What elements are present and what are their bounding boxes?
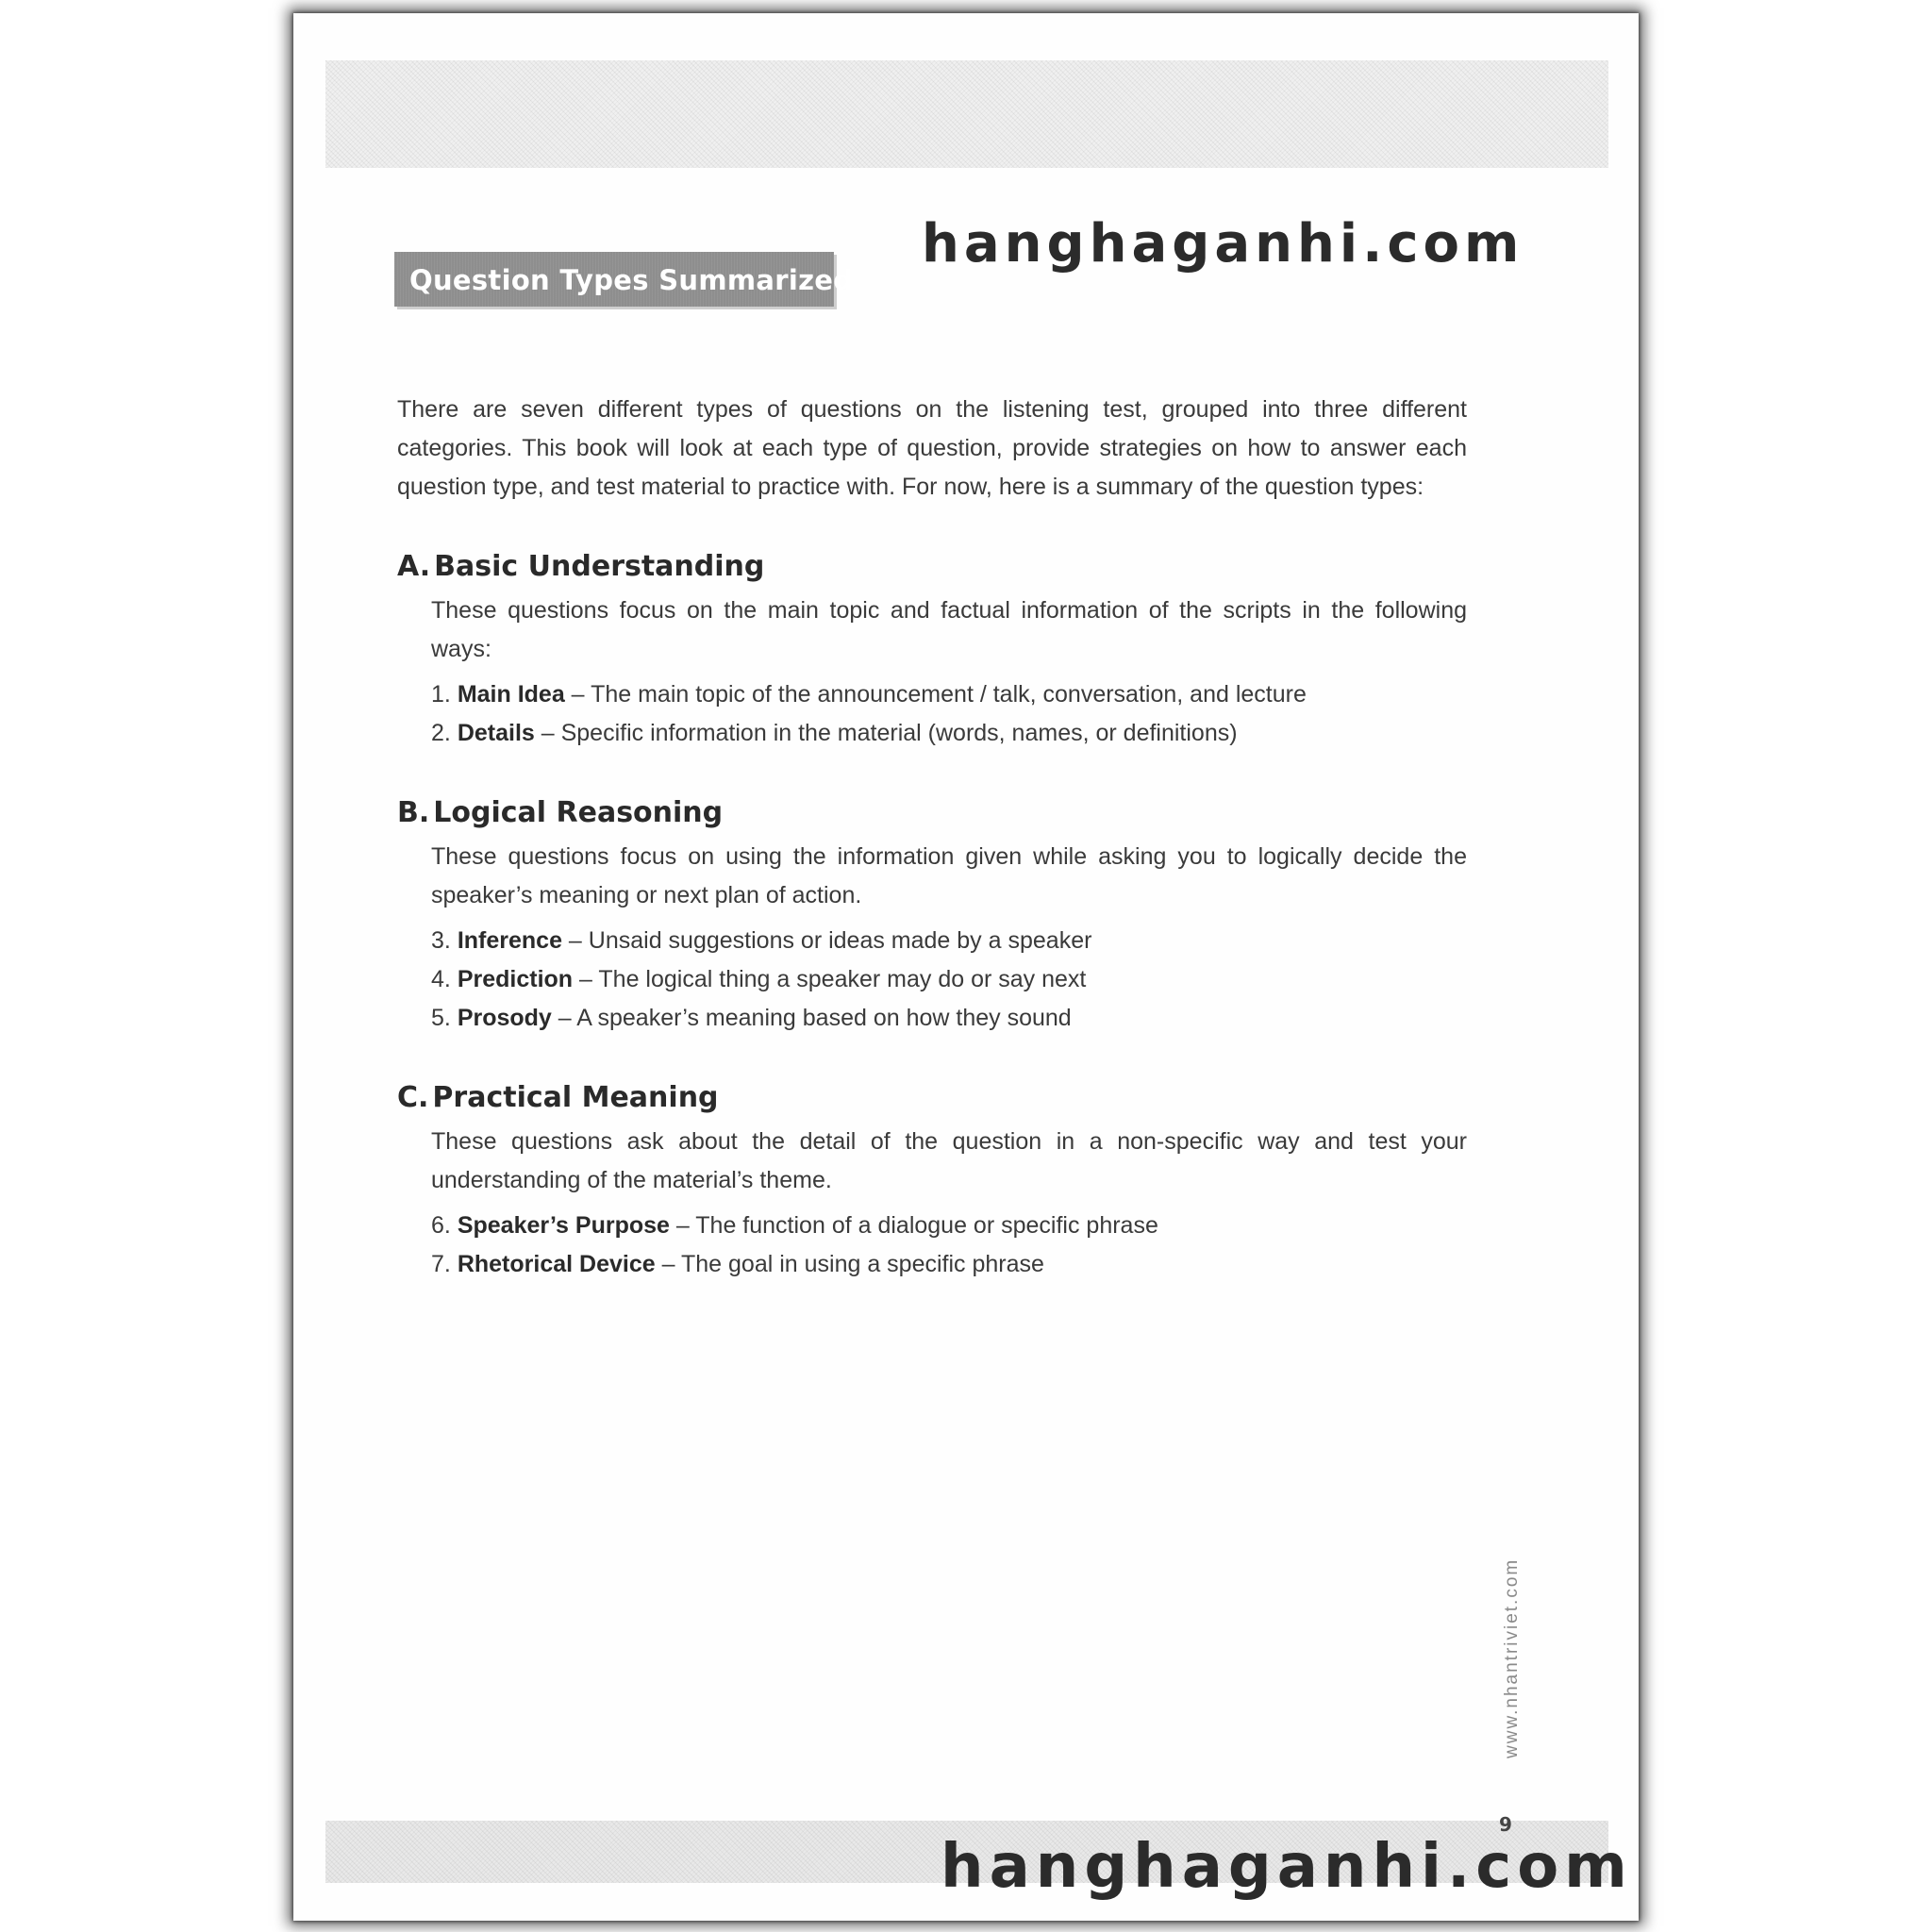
item-number: 2.	[431, 720, 451, 746]
category-letter: C.	[397, 1081, 429, 1114]
question-type-list	[431, 1207, 1467, 1284]
content	[397, 391, 1467, 1284]
category-heading	[397, 548, 1467, 586]
category-title: Basic Understanding	[434, 550, 765, 583]
section-title: Question Types Summarized	[409, 264, 854, 296]
item-term: Speaker’s Purpose	[457, 1212, 670, 1239]
item-term: Main Idea	[457, 681, 565, 708]
question-type-list	[431, 675, 1467, 753]
item-text: – The main topic of the announcement / talk, conversation, and lecture	[564, 681, 1307, 708]
list-item	[431, 1245, 1467, 1284]
category-description: These questions ask about the detail of the question in a non-specific way and test your understanding of the material’s theme.	[431, 1128, 1467, 1193]
category-title: Logical Reasoning	[433, 796, 724, 829]
publisher-url: www.nhantriviet.com	[1502, 1557, 1522, 1758]
list-item	[431, 1207, 1467, 1245]
item-term: Inference	[457, 927, 562, 954]
item-number: 1.	[431, 681, 451, 708]
category-heading	[397, 794, 1467, 832]
category-letter: A.	[397, 550, 431, 583]
category-letter: B.	[397, 796, 430, 829]
item-number: 3.	[431, 927, 451, 954]
item-term: Details	[457, 720, 535, 746]
page-number: 9	[1499, 1813, 1512, 1836]
item-number: 7.	[431, 1251, 451, 1277]
watermark-top: hanghaganhi.com	[922, 213, 1524, 275]
item-text: – The logical thing a speaker may do or say next	[573, 966, 1087, 992]
item-term: Rhetorical Device	[457, 1251, 656, 1277]
watermark-bottom: hanghaganhi.com	[941, 1832, 1633, 1902]
intro-paragraph: There are seven different types of questions on the listening test, grouped into three different categories. This book will look at each type of question, provide strategies on how to answer each question type, and test material to practice with. For now, here is a summary of the question types:	[397, 396, 1467, 500]
category-description: These questions focus on using the information given while asking you to logically decide the speaker’s meaning or next plan of action.	[431, 843, 1467, 908]
item-number: 5.	[431, 1005, 451, 1031]
category-description: These questions focus on the main topic and factual information of the scripts in the following ways:	[431, 597, 1467, 662]
list-item	[431, 960, 1467, 999]
category-title: Practical Meaning	[432, 1081, 719, 1114]
list-item	[431, 922, 1467, 960]
item-text: – The goal in using a specific phrase	[655, 1251, 1044, 1277]
question-type-list	[431, 922, 1467, 1038]
item-term: Prediction	[457, 966, 574, 992]
item-text: – Specific information in the material (words, names, or definitions)	[534, 720, 1238, 746]
top-decorative-band	[325, 60, 1608, 168]
item-text: – Unsaid suggestions or ideas made by a speaker	[561, 927, 1092, 954]
section-title-tag	[394, 252, 854, 307]
item-number: 6.	[431, 1212, 451, 1239]
item-number: 4.	[431, 966, 451, 992]
list-item	[431, 675, 1467, 714]
item-text: – A speaker’s meaning based on how they sound	[551, 1005, 1072, 1031]
book-page	[293, 13, 1639, 1921]
list-item	[431, 714, 1467, 753]
category-heading	[397, 1079, 1467, 1117]
item-term: Prosody	[457, 1005, 552, 1031]
item-text: – The function of a dialogue or specific phrase	[669, 1212, 1158, 1239]
list-item	[431, 999, 1467, 1038]
